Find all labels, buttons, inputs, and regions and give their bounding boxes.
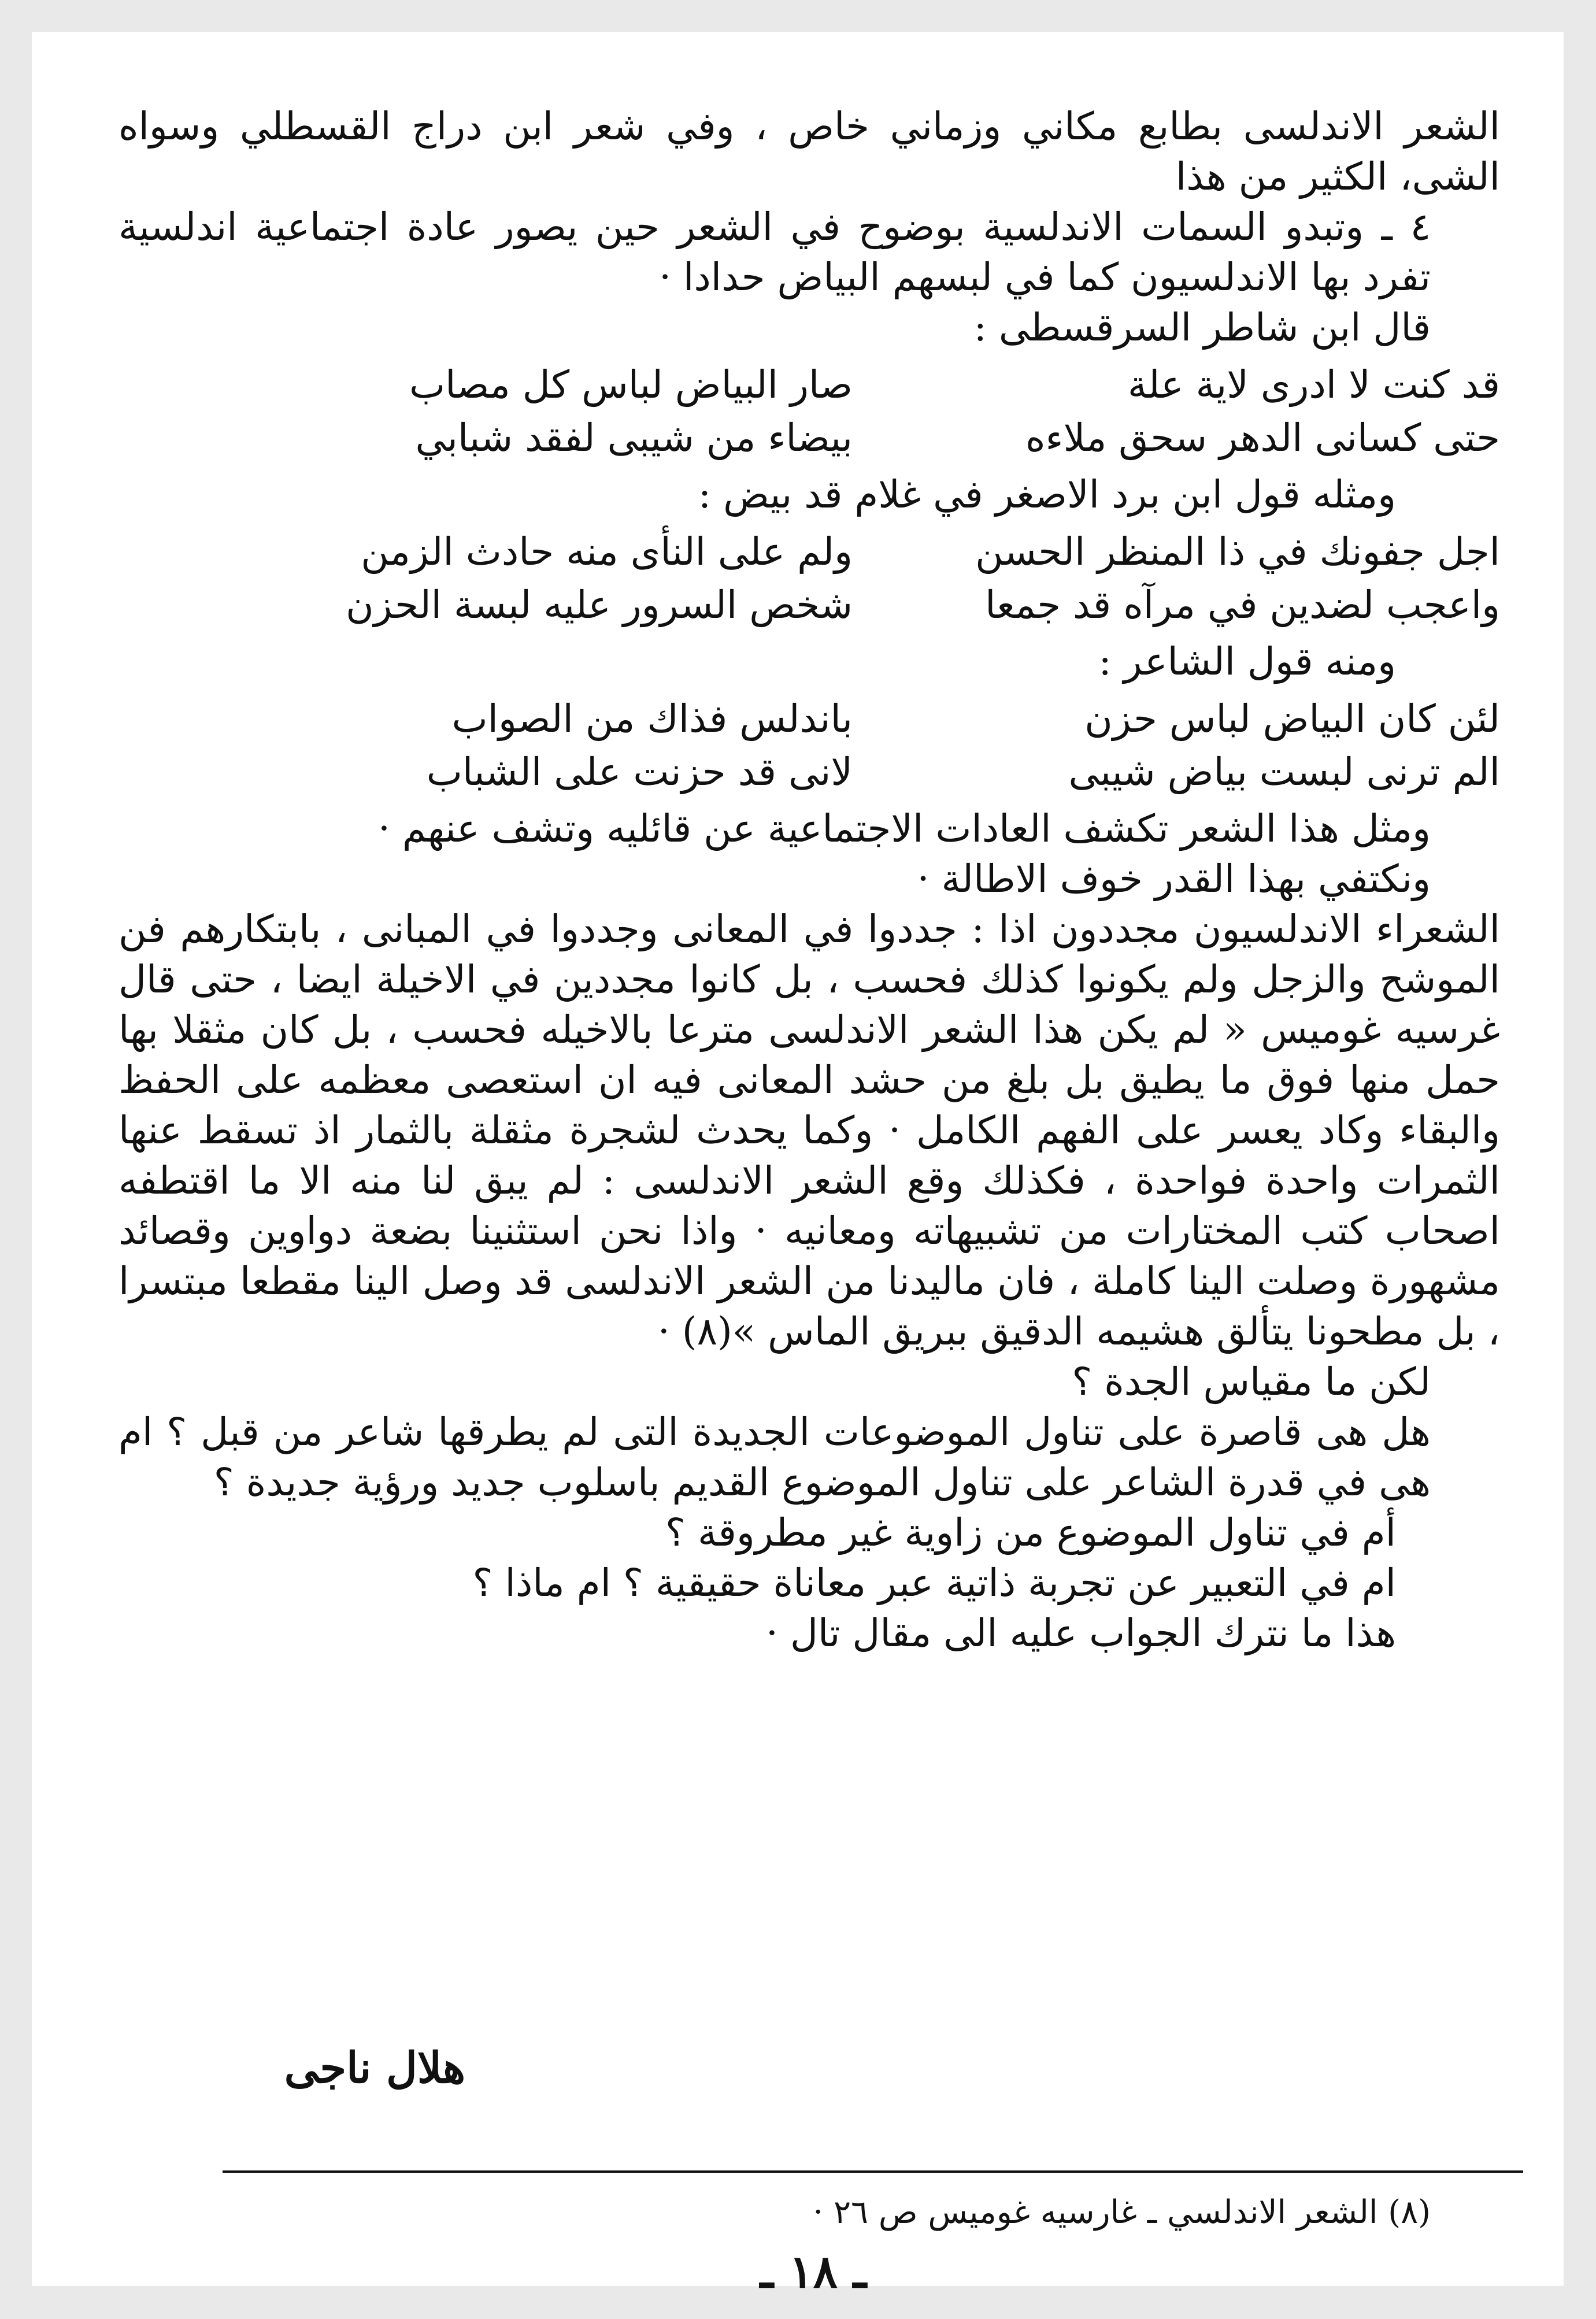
page-number: ـ ١٨ ـ	[760, 2246, 866, 2298]
verse-block	[119, 358, 1500, 465]
poet-intro: قال ابن شاطر السرقسطى :	[973, 305, 1431, 350]
closing-line: هذا ما نترك الجواب عليه الى مقال تال ·	[766, 1611, 1396, 1655]
verse-line	[119, 525, 1500, 579]
paragraph: الشعر الاندلسى بطابع مكاني وزماني خاص ، وفي شعر ابن دراج القسطلي وسواه الشى، الكثير من هذا	[119, 104, 1500, 199]
verse-second-hemistich: شخص السرور عليه لبسة الحزن	[346, 583, 853, 627]
verse-line	[119, 412, 1500, 465]
verse-line	[119, 358, 1500, 412]
paragraph: ومثل هذا الشعر تكشف العادات الاجتماعية عن قائليه وتشف عنهم ·	[377, 806, 1431, 851]
verse-second-hemistich: لانى قد حزنت على الشباب	[426, 750, 853, 794]
footnote: (٨) الشعر الاندلسي ـ غارسيه غوميس ص ٢٦ ·	[813, 2194, 1431, 2231]
verse-second-hemistich: بيضاء من شيبى لفقد شبابي	[415, 416, 853, 460]
verse-line	[119, 579, 1500, 632]
verse-first-hemistich: واعجب لضدين في مرآه قد جمعا	[985, 583, 1500, 627]
poet-intro: ومنه قول الشاعر :	[1098, 639, 1396, 684]
question-line: ام في التعبير عن تجربة ذاتية عبر معاناة حقيقية ؟ ام ماذا ؟	[472, 1561, 1396, 1605]
verse-second-hemistich: باندلس فذاك من الصواب	[451, 697, 853, 741]
verse-first-hemistich: الم ترنى لبست بياض شيبى	[1068, 750, 1500, 794]
verse-block	[119, 525, 1500, 632]
question-line: أم في تناول الموضوع من زاوية غير مطروقة ؟	[665, 1510, 1396, 1555]
question-line: لكن ما مقياس الجدة ؟	[1072, 1359, 1431, 1404]
paragraph: هل هى قاصرة على تناول الموضوعات الجديدة التى لم يطرقها شاعر من قبل ؟ ام هى في قدرة الشاعر على تناول الموضوع القديم باسلوب جديد ورؤية جديدة ؟	[119, 1410, 1431, 1505]
verse-first-hemistich: قد كنت لا ادرى لاية علة	[1127, 362, 1500, 407]
verse-first-hemistich: حتى كسانى الدهر سحق ملاءه	[1025, 416, 1500, 460]
verse-block	[119, 692, 1500, 799]
paragraph: الشعراء الاندلسيون مجددون اذا : جددوا في المعانى وجددوا في المبانى ، بابتكارهم فن الموشح والزجل ولم يكونوا كذلك فحسب ، بل كانوا مجددين في الاخيلة ايضا ، حتى قال غرسيه غوميس « لم يكن هذا الشعر الاندلسى مترعا بالاخيله فحسب ، بل كان مثقلا بها حمل منها فوق ما يطيق بل بلغ من حشد المعانى فيه ان استعصى معظمه على الحفظ والبقاء وكاد يعسر على الفهم الكامل · وكما يحدث لشجرة مثقلة بالثمار اذ تسقط عنها الثمرات واحدة فواحدة ، فكذلك وقع الشعر الاندلسى : لم يبق لنا منه الا ما اقتطفه اصحاب كتب المختارات من تشبيهاته ومعانيه · واذا نحن استثنينا بضعة دواوين وقصائد مشهورة وصلت الينا كاملة ، فان ماليدنا من الشعر الاندلسى قد وصل الينا مقطعا مبتسرا ، بل مطحونا يتألق هشيمه الدقيق ببريق الماس »(٨) ·	[119, 907, 1501, 1354]
article-body	[119, 101, 1500, 1658]
verse-line	[119, 692, 1500, 746]
verse-second-hemistich: صار البياض لباس كل مصاب	[409, 362, 853, 407]
paragraph: ونكتفي بهذا القدر خوف الاطالة ·	[917, 857, 1431, 901]
poet-intro: ومثله قول ابن برد الاصغر في غلام قد بيض :	[698, 472, 1396, 517]
verse-first-hemistich: لئن كان البياض لباس حزن	[1084, 697, 1500, 741]
paragraph: ٤ ـ وتبدو السمات الاندلسية بوضوح في الشعر حين يصور عادة اجتماعية اندلسية تفرد بها الاندلسيون كما في لبسهم البياض حدادا ·	[119, 205, 1431, 299]
verse-line	[119, 746, 1500, 799]
document-page	[32, 32, 1564, 2298]
author-signature: هلال ناجى	[284, 2043, 465, 2093]
footnote-divider	[223, 2170, 1523, 2173]
verse-first-hemistich: اجل جفونك في ذا المنظر الحسن	[975, 529, 1500, 574]
verse-second-hemistich: ولم على النأى منه حادث الزمن	[361, 529, 853, 574]
